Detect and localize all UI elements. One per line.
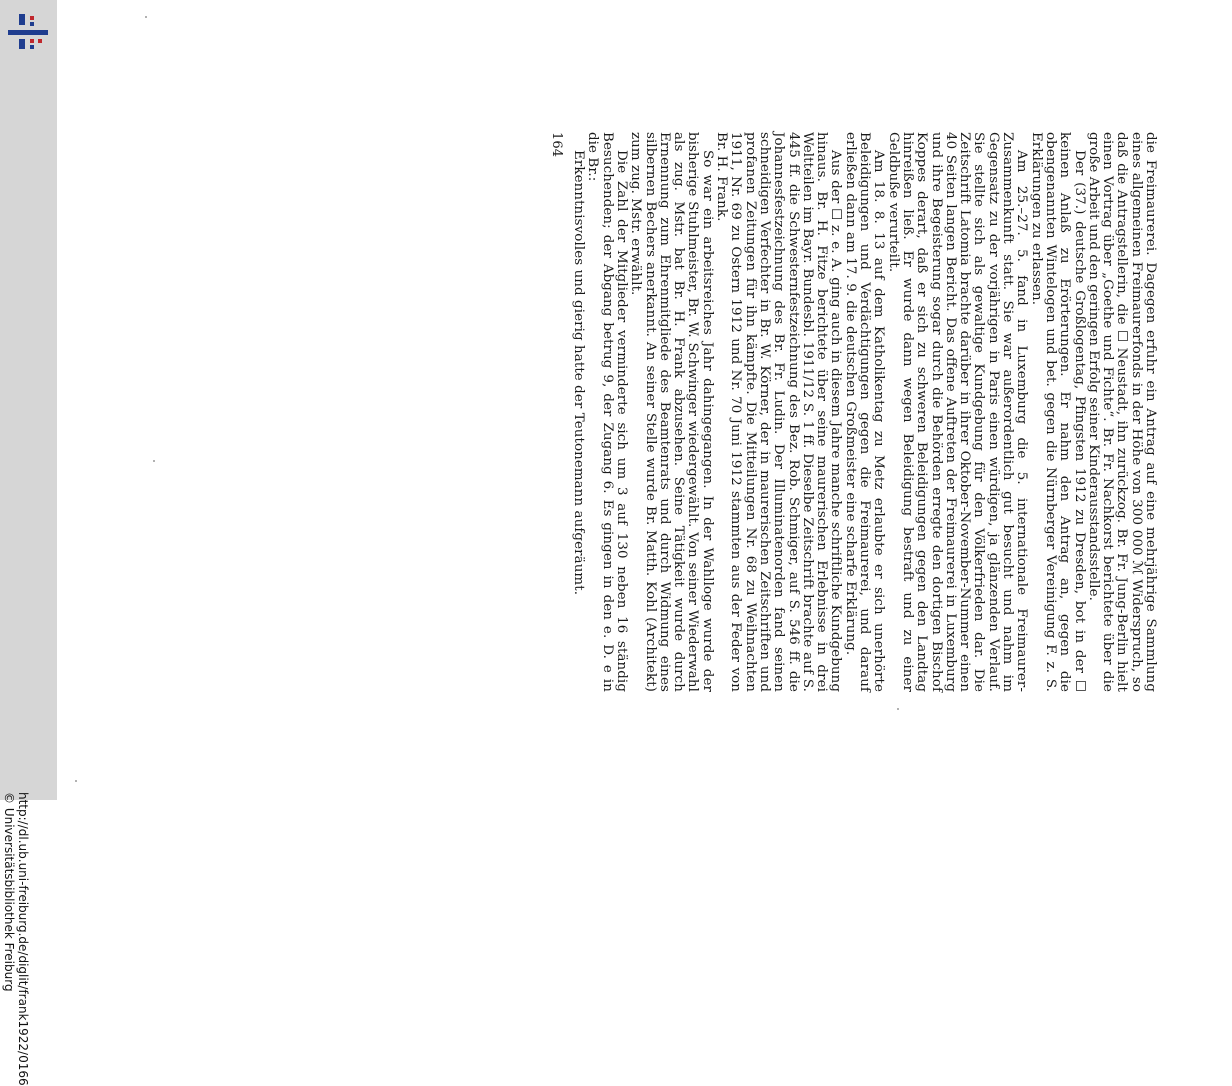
- paragraph: Am 25.–27. 5. fand in Luxemburg die 5. internationale Freimaurer-Zusammenkunft statt. Sie war außerordentlich gut besucht und nahm im Gegensatz zu der vorjährigen in Paris einen würdigen, ja glänzenden Verlauf. Sie stellte sich als gewaltige Kundgebung für den Völkerfrieden dar. Die Zeitschrift Latomia brachte darüber in ihrer Oktober-November-Nummer einen 40 Seiten langen Bericht. Das offene Auftreten der Freimaurerei in Luxemburg und ihre Begeisterung sogar durch die Behörden erregte den dortigen Bischof Koppes derart, daß er sich zu schweren Beleidigungen gegen den Landtag hinreißen ließ. Er wurde dann wegen Beleidigung bestraft und zu einer Geldbuße verurteilt.: [885, 132, 1030, 692]
- paragraph: Der (37.) deutsche Großlogentag, Pfingsten 1912 zu Dresden, bot in der ☐ keinen Anlaß zu Erörterungen. Er nahm den Antrag an, gegen die obengenannten Wintelogen und bet. gegen die Nürnberger Vereinigung F. z. S. Erklärungen zu erlassen.: [1028, 132, 1087, 692]
- sidebar: [0, 0, 57, 1086]
- paragraph: Am 18. 8. 13 auf dem Katholikentag zu Metz erlaubte er sich unerhörte Beleidigungen und Verdächtigungen gegen die Freimaurerei, und darauf erließen dann am 17. 9. die deutschen Großmeister eine scharfe Erklärung.: [842, 132, 887, 692]
- scan-speck: [145, 16, 147, 18]
- scan-speck: [897, 708, 899, 710]
- paragraph: Erkenntnisvolles und gierig hatte der Teutonemann aufgeräumt.: [571, 150, 587, 596]
- scan-speck: [153, 460, 155, 462]
- sidebar-credit: [2, 792, 30, 1086]
- copyright-text: © Universitätsbibliothek Freiburg: [2, 792, 16, 992]
- permalink-link[interactable]: http://dl.ub.uni-freiburg.de/diglit/frank1922/0166: [16, 792, 30, 1086]
- rotated-page-text: [227, 132, 1157, 692]
- scanned-page: [57, 0, 1232, 800]
- scan-speck: [75, 780, 77, 782]
- paragraph: Die Zahl der Mitglieder verminderte sich um 3 auf 130 neben 16 ständig Besuchenden; der Abgang betrug 9, der Zugang 6. Es gingen in den e. D. e in die Br.:: [585, 132, 630, 692]
- paragraph: So war ein arbeitsreiches Jahr dahingegangen. In der Wahlloge wurde der bisherige Stuhlmeister, Br. W. Schwinger wiedergewählt. Von seiner Wiederwahl als zug. Mstr. bat Br. H. Frank abzusehen. Seine Tätigkeit wurde durch Ernennung zum Ehrenmitgliede des Beamtenrats und durch Widmung eines silbernen Bechers anerkannt. An seiner Stelle wurde Br. Matth. Kohl (Architekt) zum zug. Mstr. erwählt.: [628, 132, 715, 692]
- paragraph: die Freimaurerei. Dagegen erfuhr ein Antrag auf eine mehrjährige Sammlung eines allgemeinen Freimaurerfonds in der Höhe von 300 000 ℳ Widerspruch, so daß die Antragstellerin, die ☐ Neustadt, ihn zurückzog. Br. Fr. Jung-Berlin hielt einen Vortrag über „Goethe und Fichte“. Br. Fr. Nachkorst berichtete über die große Arbeit und den geringen Erfolg seiner Kinderausstandsstelle.: [1085, 132, 1158, 692]
- page-number: 164: [548, 132, 564, 158]
- paragraph: Aus der ☐ z. e. A. ging auch in diesem Jahre manche schriftliche Kundgebung hinaus. Br. H. Fitze berichtete über seine maurerischen Erlebnisse in drei Weltteilen im Bayr. Bundesbl. 1911/12 S. 1 ff. Dieselbe Zeitschrift brachte auf S. 445 ff. die Schwesternfestzeichnung des Bez. Rob. Schmiger, auf S. 546 ff. die Johannesfestzeichnung des Br. Fr. Ludin. Der Illuminatenorden fand seinen schneidigen Verfechter in Br. W. Körner, der in maurerischen Zeitschriften und profanen Zeitungen für ihn kämpfte. Die Mitteilungen Nr. 68 zu Weihnachten 1911, Nr. 69 zu Ostern 1912 und Nr. 70 Juni 1912 stammten aus der Feder von Br. H. Frank.: [714, 132, 844, 692]
- university-library-logo-icon[interactable]: [6, 8, 50, 52]
